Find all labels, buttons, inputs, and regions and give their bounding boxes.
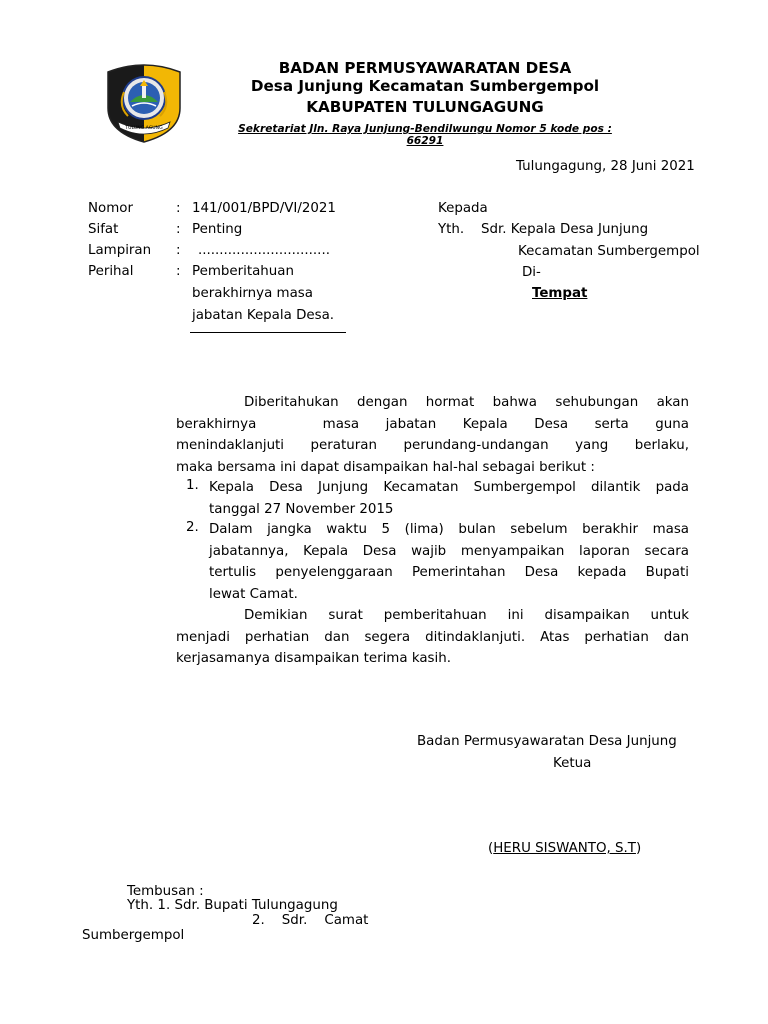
perihal-label: Perihal xyxy=(88,264,134,279)
kabupaten-emblem xyxy=(104,62,184,144)
item2-number: 2. xyxy=(186,520,199,535)
svg-text:TULUNG AGUNG: TULUNG AGUNG xyxy=(125,126,163,131)
recipient-kepada: Kepada xyxy=(438,201,488,216)
letterhead-line1: BADAN PERMUSYAWARATAN DESA xyxy=(278,59,572,77)
signature-title: Ketua xyxy=(553,756,592,771)
p1-line3: menindaklanjuti peraturan perundang-undangan yang berlaku, xyxy=(176,438,689,453)
sifat-colon: : xyxy=(176,222,181,237)
address-line2: 66291 xyxy=(406,135,444,147)
item2-line2: jabatannya, Kepala Desa wajib menyampaikan laporan secara xyxy=(209,543,689,559)
lampiran-label: Lampiran xyxy=(88,243,152,258)
item1-line2: tanggal 27 November 2015 xyxy=(209,501,394,517)
lampiran-colon: : xyxy=(176,243,181,258)
perihal-value-line2: berakhirnya masa xyxy=(192,286,313,301)
sifat-value: Penting xyxy=(192,222,243,237)
signature-org: Badan Permusyawaratan Desa Junjung xyxy=(417,734,677,749)
letterhead-line3: KABUPATEN TULUNGAGUNG xyxy=(306,98,544,116)
list-item-2 xyxy=(209,519,689,605)
letterhead-address xyxy=(190,123,660,147)
address-line1: Sekretariat Jln. Raya Junjung-Bendilwungu Nomor 5 kode pos : xyxy=(238,123,612,135)
recipient-line2: Kecamatan Sumbergempol xyxy=(518,244,700,259)
signature-open-paren: ( xyxy=(488,841,494,856)
item1-number: 1. xyxy=(186,478,199,493)
recipient-line4: Tempat xyxy=(532,286,588,301)
body-paragraph-2 xyxy=(176,605,689,670)
nomor-label: Nomor xyxy=(88,201,133,216)
signature-block xyxy=(488,841,641,856)
nomor-colon: : xyxy=(176,201,181,216)
cc-line2: 2. Sdr. Camat xyxy=(252,913,369,928)
p2-line3: kerjasamanya disampaikan terima kasih. xyxy=(176,651,451,666)
p1-line4: maka bersama ini dapat disampaikan hal-hal sebagai berikut : xyxy=(176,459,595,475)
recipient-line1: Sdr. Kepala Desa Junjung xyxy=(481,222,649,237)
cc-line1: Yth. 1. Sdr. Bupati Tulungagung xyxy=(127,898,338,913)
perihal-value-line3: jabatan Kepala Desa. xyxy=(192,308,335,323)
sifat-label: Sifat xyxy=(88,222,119,237)
signature-close-paren: ) xyxy=(635,841,642,856)
perihal-underline xyxy=(190,332,346,333)
recipient-yth: Yth. xyxy=(438,222,465,237)
p1-line1: Diberitahukan dengan hormat bahwa sehubungan akan xyxy=(244,395,689,410)
item2-line1: Dalam jangka waktu 5 (lima) bulan sebelum berakhir masa xyxy=(209,522,689,537)
p2-line2: menjadi perhatian dan segera ditindaklanjuti. Atas perhatian dan xyxy=(176,629,689,645)
signatory-name: HERU SISWANTO, S.T xyxy=(493,841,636,856)
list-item-1 xyxy=(209,477,689,520)
cc-label: Tembusan : xyxy=(127,884,204,899)
item2-line4: lewat Camat. xyxy=(209,586,298,602)
perihal-colon: : xyxy=(176,264,181,279)
letterhead-line2: Desa Junjung Kecamatan Sumbergempol xyxy=(250,77,600,95)
nomor-value: 141/001/BPD/VI/2021 xyxy=(192,201,336,216)
cc-line3: Sumbergempol xyxy=(82,928,185,943)
recipient-line3: Di- xyxy=(522,265,541,280)
perihal-value-line1: Pemberitahuan xyxy=(192,264,294,279)
p2-line1: Demikian surat pemberitahuan ini disampaikan untuk xyxy=(244,608,689,623)
letter-date: Tulungagung, 28 Juni 2021 xyxy=(516,159,695,174)
item2-line3: tertulis penyelenggaraan Pemerintahan Desa kepada Bupati xyxy=(209,565,689,580)
lampiran-value: ............................... xyxy=(198,243,330,258)
p1-line2: berakhirnya masa jabatan Kepala Desa serta guna xyxy=(176,416,689,432)
item1-line1: Kepala Desa Junjung Kecamatan Sumbergempol dilantik pada xyxy=(209,480,689,495)
body-paragraph-1 xyxy=(176,392,689,478)
